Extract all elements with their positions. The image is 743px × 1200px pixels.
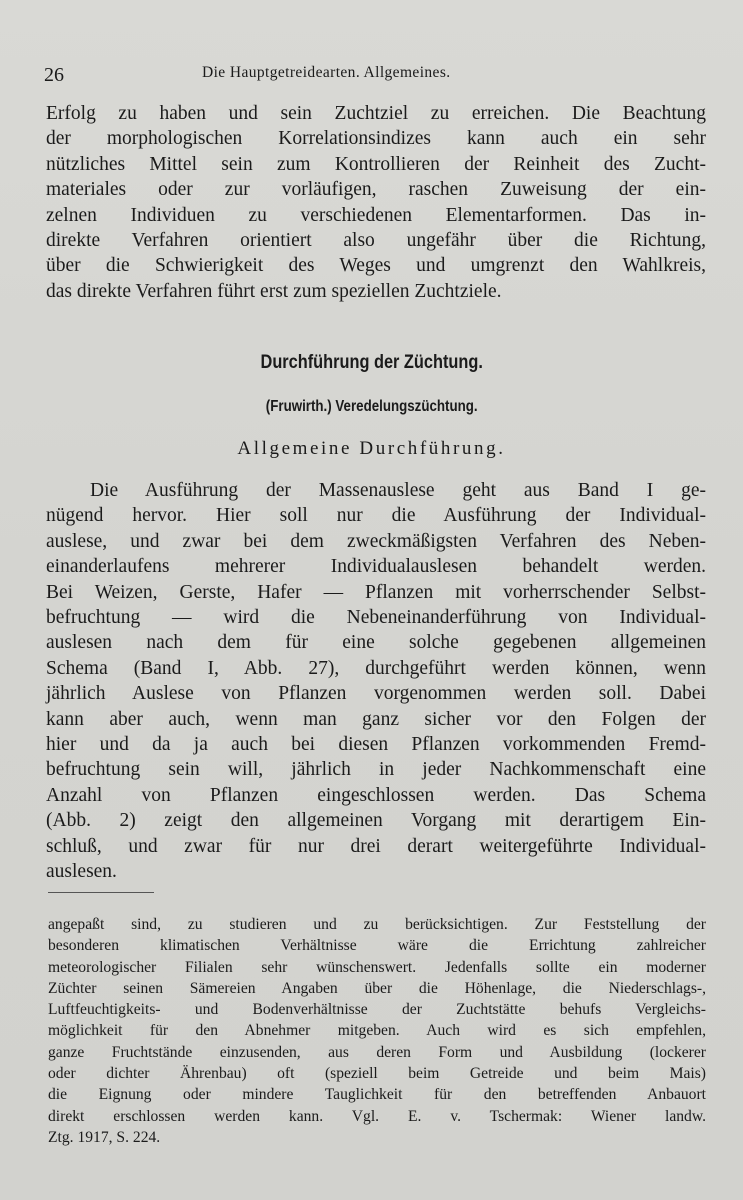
section-heading: Durchführung der Züchtung. (260, 352, 483, 373)
running-head (44, 62, 703, 84)
paragraph-1 (46, 101, 706, 304)
text-line: Die Ausführung der Massenauslese geht aus Band I ge- (90, 480, 706, 501)
footnote-line: besonderen klimatischen Verhältnisse wäre die Errichtung zahlreicher (48, 937, 706, 955)
text-line: einanderlaufens mehrerer Individualauslesen behandelt werden. (46, 556, 706, 578)
text-line: direkte Verfahren orientiert also ungefähr über die Richtung, (46, 230, 706, 252)
footnote-rule (48, 892, 154, 893)
text-line: kann aber auch, wenn man ganz sicher vor den Folgen der (46, 708, 706, 730)
text-line: der morphologischen Korrelationsindizes kann auch ein sehr (46, 128, 706, 150)
footnote-line: direkt erschlossen werden kann. Vgl. E. v. Tschermak: Wiener landw. (48, 1107, 706, 1125)
running-head-title: Die Hauptgetreidearten. Allgemeines. (202, 64, 451, 81)
text-line: (Abb. 2) zeigt den allgemeinen Vorgang mit derartigem Ein- (46, 810, 706, 832)
text-line: zelnen Individuen zu verschiedenen Elementarformen. Das in- (46, 204, 706, 226)
text-line: Bei Weizen, Gerste, Hafer — Pflanzen mit vorherrschender Selbst- (46, 581, 706, 603)
text-line: nügend hervor. Hier soll nur die Ausführung der Individual- (46, 505, 706, 527)
page-number: 26 (44, 64, 64, 86)
text-line: auslesen. (46, 861, 117, 883)
text-line: materiales oder zur vorläufigen, raschen Zuweisung der ein- (46, 179, 706, 201)
text-line: befruchtung sein will, jährlich in jeder Nachkommenschaft eine (46, 759, 706, 781)
footnote-line: möglichkeit für den Abnehmer mitgeben. Auch wird es sich empfehlen, (48, 1022, 706, 1040)
text-line: hier und da ja auch bei diesen Pflanzen vorkommenden Fremd- (46, 734, 706, 756)
text-line: über die Schwierigkeit des Weges und umgrenzt den Wahlkreis, (46, 255, 706, 277)
text-line: Erfolg zu haben und sein Zuchtziel zu erreichen. Die Beachtung (46, 103, 706, 124)
text-line: befruchtung — wird die Nebeneinanderführung von Individual- (46, 607, 706, 629)
footnote-line: Ztg. 1917, S. 224. (48, 1128, 161, 1146)
footnote-line: meteorologischer Filialen sehr wünschenswert. Jedenfalls sollte ein moderner (48, 958, 706, 976)
footnote-line: die Eignung oder mindere Tauglichkeit für den betreffenden Anbauort (48, 1086, 706, 1104)
text-line: jährlich Auslese von Pflanzen vorgenommen werden soll. Dabei (46, 683, 706, 705)
text-line: das direkte Verfahren führt erst zum speziellen Zuchtziele. (46, 280, 502, 302)
footnote-line: oder dichter Ährenbau) oft (speziell beim Getreide und beim Mais) (48, 1065, 706, 1083)
footnote-line: angepaßt sind, zu studieren und zu berücksichtigen. Zur Feststellung der (48, 916, 706, 933)
text-line: nützliches Mittel sein zum Kontrollieren der Reinheit des Zucht- (46, 153, 706, 175)
paragraph-2 (46, 478, 706, 885)
text-line: schluß, und zwar für nur drei derart weitergeführte Individual- (46, 835, 706, 857)
section-subheading: (Fruwirth.) Veredelungszüchtung. (265, 398, 478, 415)
text-line: auslesen nach dem für eine solche gegebenen allgemeinen (46, 632, 706, 654)
text-line: Schema (Band I, Abb. 27), durchgeführt werden können, wenn (46, 657, 706, 679)
text-line: auslese, und zwar bei dem zweckmäßigsten Verfahren des Neben- (46, 530, 706, 552)
subsection-heading: Allgemeine Durchführung. (237, 438, 506, 459)
footnote-line: Züchter seinen Sämereien Angaben über die Höhenlage, die Niederschlags-, (48, 979, 706, 997)
text-line: Anzahl von Pflanzen eingeschlossen werden. Das Schema (46, 784, 706, 806)
footnote-line: Luftfeuchtigkeits- und Bodenverhältnisse der Zuchtstätte behufs Vergleichs- (48, 1001, 706, 1019)
footnote-line: ganze Fruchtstände einzusenden, aus deren Form und Ausbildung (lockerer (48, 1043, 706, 1061)
footnote (48, 914, 706, 1148)
